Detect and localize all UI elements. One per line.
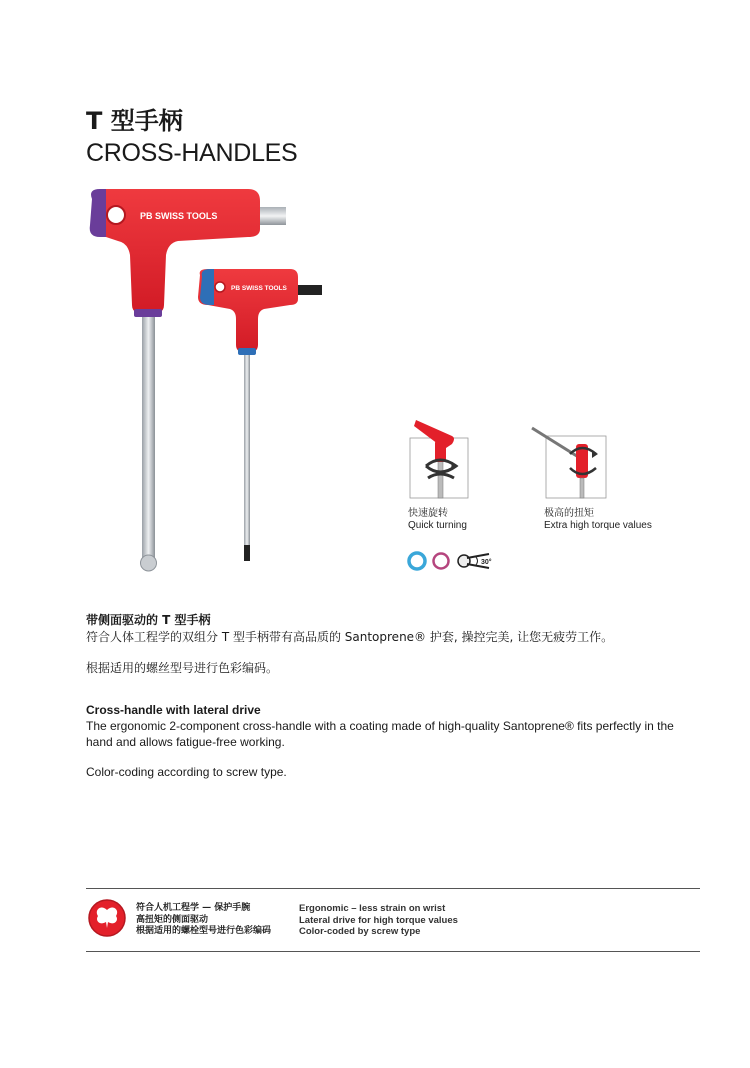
page-title-cn: T 型手柄 xyxy=(86,107,183,135)
footer-cn-item: 高扭矩的侧面驱动 xyxy=(136,914,209,925)
description-cn-heading: 带侧面驱动的 T 型手柄 xyxy=(86,613,211,627)
description-cn-note: 根据适用的螺丝型号进行色彩编码。 xyxy=(86,661,279,675)
blue-screw-profile-icon xyxy=(407,551,427,571)
description-cn-body: 符合人体工程学的双组分 T 型手柄带有高品质的 Santoprene® 护套, 操控完美, 让您无疲劳工作。 xyxy=(86,630,614,644)
swiss-ergonomic-logo-icon xyxy=(87,898,127,938)
footer-bottom-rule xyxy=(86,951,700,952)
brand-label-small: PB SWISS TOOLS xyxy=(231,285,287,292)
description-en-heading: Cross-handle with lateral drive xyxy=(86,703,261,717)
footer-cn-item: 根据适用的螺栓型号进行色彩编码 xyxy=(136,926,272,936)
small-cross-handle xyxy=(198,269,322,561)
high-torque-icon xyxy=(530,424,610,500)
magenta-screw-profile-icon xyxy=(431,551,451,571)
description-cn xyxy=(86,612,706,677)
description-en xyxy=(86,702,706,780)
feature-quick-turning-en: Quick turning xyxy=(408,520,467,531)
footer-top-rule xyxy=(86,888,700,889)
feature-high-torque-en: Extra high torque values xyxy=(544,520,652,531)
footer-en-list xyxy=(299,903,458,938)
ball-end-angle-icon xyxy=(455,550,495,572)
footer-en-item: Lateral drive for high torque values xyxy=(299,914,458,926)
footer-cn-list xyxy=(136,903,271,938)
description-en-body-line1: The ergonomic 2-component cross-handle with a coating made of high-quality Santoprene® fits perfectly in the xyxy=(86,719,674,733)
large-cross-handle xyxy=(90,189,286,571)
product-image xyxy=(78,185,348,580)
footer-cn-item: 符合人机工程学 — 保护手腕 xyxy=(136,903,251,913)
description-en-note: Color-coding according to screw type. xyxy=(86,765,287,779)
quick-turning-icon xyxy=(408,414,472,500)
footer-en-item: Ergonomic – less strain on wrist xyxy=(299,903,446,914)
footer-en-item: Color-coded by screw type xyxy=(299,926,421,937)
feature-quick-turning-cn: 快速旋转 xyxy=(408,508,448,519)
brand-label-large: PB SWISS TOOLS xyxy=(140,211,218,221)
description-en-body-line2: hand and allows fatigue-free working. xyxy=(86,735,285,749)
angle-label: 30° xyxy=(481,559,492,566)
page-title-en: CROSS-HANDLES xyxy=(86,139,298,167)
feature-high-torque-cn: 极高的扭矩 xyxy=(544,508,594,519)
